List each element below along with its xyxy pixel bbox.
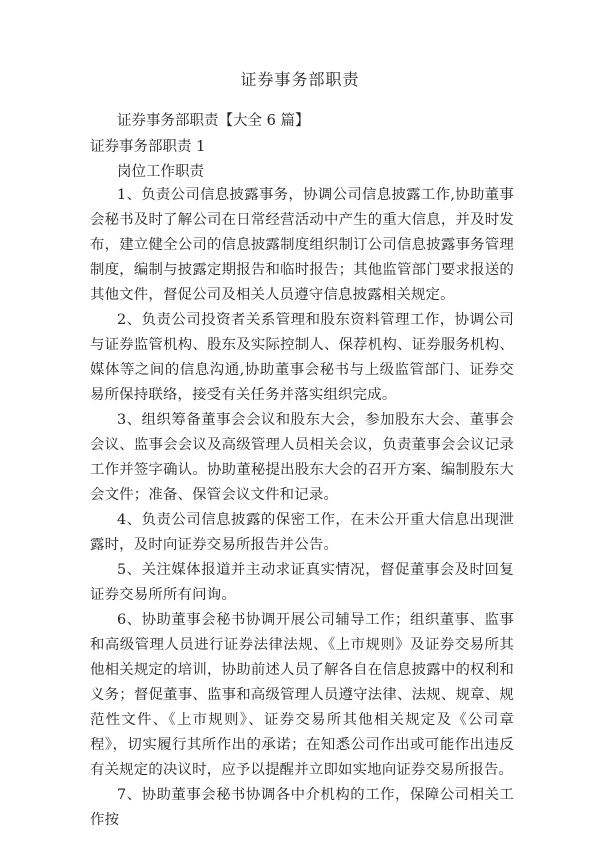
document-name: 证券事务部职责 1 (90, 139, 206, 155)
paragraph-6: 6、协助董事会秘书协调开展公司辅导工作；组织董事、监事和高级管理人员进行证券法律法规、《上市规则》及证券交易所其他相关规定的培训，协助前述人员了解各自在信息披露中的权利和义务；督促董事、监事和高级管理人员遵守法律、法规、规章、规范性文件、《上市规则》、证券交易所其他相关规定及《公司章程》，切实履行其所作出的承诺；在知悉公司作出或可能作出违反有关规定的决议时，应予以提醒并立即如实地向证券交易所报告。 (90, 612, 514, 778)
paragraph-1: 1、负责公司信息披露事务，协调公司信息披露工作,协助董事会秘书及时了解公司在日常经营活动中产生的重大信息，并及时发布，建立健全公司的信息披露制度组织制订公司信息披露事务管理制度，编制与披露定期报告和临时报告；其他监管部门要求报送的其他文件，督促公司及相关人员遵守信息披露相关规定。 (90, 187, 514, 303)
section-label: 岗位工作职责 (117, 164, 204, 180)
paragraph-7: 7、协助董事会秘书协调各中介机构的工作，保障公司相关工作按 (90, 787, 514, 828)
document-subtitle: 证券事务部职责【大全 6 篇】 (117, 113, 310, 129)
paragraph-5: 5、关注媒体报道并主动求证真实情况，督促董事会及时回复证券交易所所有问询。 (90, 562, 514, 603)
paragraph-2: 2、负责公司投资者关系管理和股东资料管理工作，协调公司与证券监管机构、股东及实际控制人、保荐机构、证券服务机构、媒体等之间的信息沟通,协助董事会秘书与上级监管部门、证券交易所保持联络，接受有关任务并落实组织完成。 (90, 312, 514, 403)
document-title: 证券事务部职责 (240, 70, 360, 89)
paragraph-3: 3、组织筹备董事会会议和股东大会，参加股东大会、董事会会议、监事会会议及高级管理人员相关会议，负责董事会会议记录工作并签字确认。协助董秘提出股东大会的召开方案、编制股东大会文件；准备、保管会议文件和记录。 (90, 412, 514, 503)
document-body (90, 183, 514, 833)
paragraph-4: 4、负责公司信息披露的保密工作，在未公开重大信息出现泄露时，及时向证券交易所报告并公告。 (90, 512, 514, 553)
